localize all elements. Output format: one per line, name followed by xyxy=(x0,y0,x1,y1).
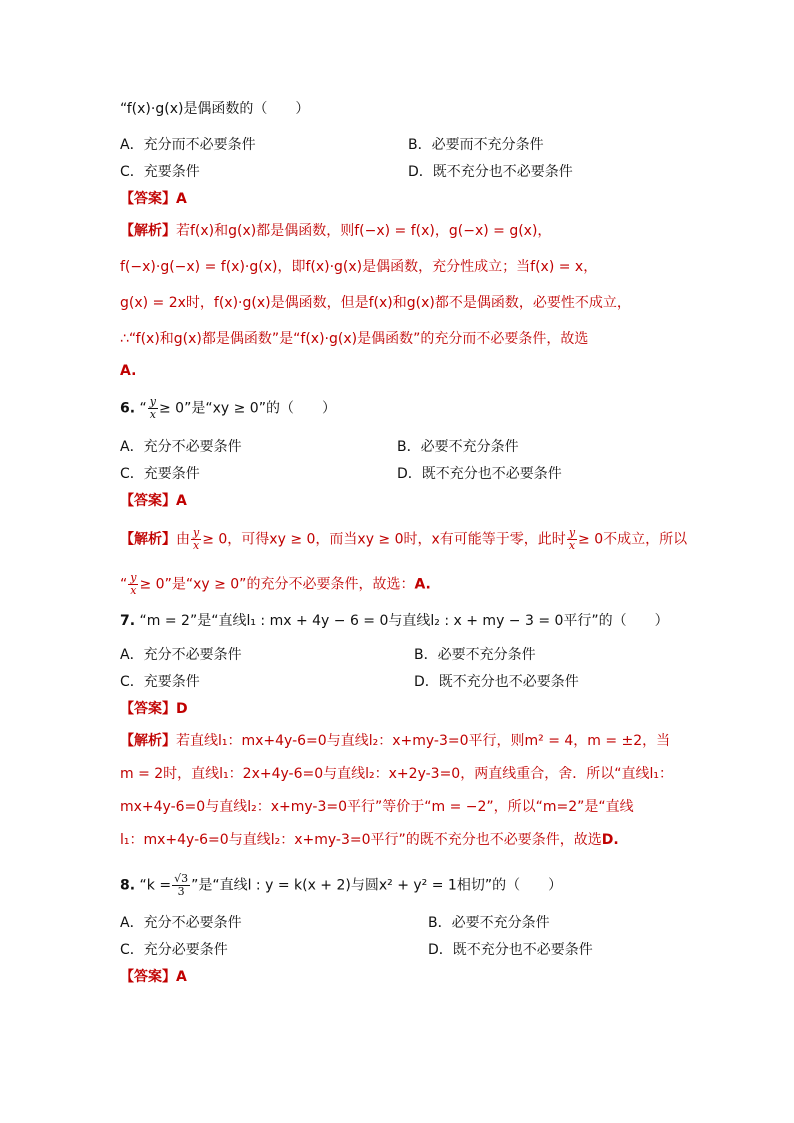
q7-option-c: C．充要条件 xyxy=(120,674,200,690)
q5-answer xyxy=(120,189,734,209)
fraction-denominator: x xyxy=(130,584,137,597)
answer-label: 【答案】 xyxy=(120,493,176,509)
q5-stem: “f(x)·g(x)是偶函数的（ ） xyxy=(120,101,310,117)
stem-text: “m = 2”是“直线l₁ : mx + 4y − 6 = 0与直线l₂ : x + my − 3 = 0平行”的（ ） xyxy=(139,613,669,629)
q6-answer xyxy=(120,491,734,511)
question-number: 7. xyxy=(120,613,136,629)
q5-analysis-line: g(x) = 2x时，f(x)·g(x)是偶函数，但是f(x)和g(x)都不是偶函数，必要性不成立， xyxy=(120,295,631,311)
q8-option-d: D．既不充分也不必要条件 xyxy=(428,942,593,958)
q7-option-d: D．既不充分也不必要条件 xyxy=(414,674,579,690)
q7-analysis-line xyxy=(120,731,734,751)
q6-stem xyxy=(120,396,734,421)
q7-option-b: B．必要不充分条件 xyxy=(414,647,536,663)
q5-option-d: D．既不充分也不必要条件 xyxy=(408,164,573,180)
fraction-numerator: √3 xyxy=(174,872,189,885)
fraction-denominator: x xyxy=(149,408,156,421)
stem-text: “k = xyxy=(139,877,172,894)
fraction xyxy=(172,873,190,898)
q7-analysis-line: m = 2时，直线l₁：2x+4y-6=0与直线l₂：x+2y-3=0，两直线重合，舍．所以“直线l₁： xyxy=(120,766,673,782)
stem-text: “ xyxy=(139,400,147,417)
q5-option-a: A．充分而不必要条件 xyxy=(120,137,256,153)
q7-stem xyxy=(120,611,734,631)
q5-analysis-line xyxy=(120,221,734,241)
q6-option-d: D．既不充分也不必要条件 xyxy=(397,466,562,482)
answer-value: D xyxy=(176,701,188,717)
q5-option-b: B．必要而不充分条件 xyxy=(408,137,544,153)
stem-text: ”是“直线l : y = k(x + 2)与圆x² + y² = 1相切”的（ ） xyxy=(191,877,563,894)
fraction-numerator: y xyxy=(130,571,137,584)
q6-analysis-line xyxy=(120,527,734,552)
answer-label: 【答案】 xyxy=(120,969,176,985)
fraction xyxy=(191,527,201,552)
q6-analysis-line xyxy=(120,572,734,597)
q5-analysis-line: A. xyxy=(120,363,137,379)
answer-label: 【答案】 xyxy=(120,191,176,207)
q5-analysis-line: ∴“f(x)和g(x)都是偶函数”是“f(x)·g(x)是偶函数”的充分而不必要条件，故选 xyxy=(120,331,589,347)
q5-analysis-line: f(−x)·g(−x) = f(x)·g(x)，即f(x)·g(x)是偶函数，充分性成立；当f(x) = x， xyxy=(120,259,598,275)
fraction xyxy=(567,527,577,552)
question-number: 8. xyxy=(120,877,136,894)
fraction-numerator: y xyxy=(193,526,200,539)
analysis-choice: D. xyxy=(601,832,619,848)
q8-answer xyxy=(120,967,734,987)
question-number: 6. xyxy=(120,400,136,417)
q5-option-c: C．充要条件 xyxy=(120,164,200,180)
analysis-label: 【解析】 xyxy=(120,223,176,239)
q6-option-a: A．充分不必要条件 xyxy=(120,439,242,455)
q7-analysis-line xyxy=(120,830,734,850)
q7-option-a: A．充分不必要条件 xyxy=(120,647,242,663)
answer-value: A xyxy=(176,493,187,509)
q8-option-c: C．充分必要条件 xyxy=(120,942,228,958)
fraction-numerator: y xyxy=(149,395,156,408)
q7-answer xyxy=(120,699,734,719)
analysis-text: “ xyxy=(120,576,128,593)
fraction xyxy=(148,396,158,421)
fraction-denominator: x xyxy=(193,539,200,552)
analysis-choice: A. xyxy=(414,576,431,593)
fraction-denominator: x xyxy=(568,539,576,552)
analysis-text: 若f(x)和g(x)都是偶函数，则f(−x) = f(x)，g(−x) = g(x)， xyxy=(176,223,552,239)
q6-option-c: C．充要条件 xyxy=(120,466,200,482)
analysis-label: 【解析】 xyxy=(120,531,176,548)
answer-label: 【答案】 xyxy=(120,701,176,717)
analysis-text: ≥ 0”是“xy ≥ 0”的充分不必要条件，故选： xyxy=(139,576,415,593)
answer-value: A xyxy=(176,969,187,985)
analysis-text: 若直线l₁：mx+4y-6=0与直线l₂：x+my-3=0平行，则m² = 4，m = ±2，当 xyxy=(176,733,671,749)
q8-option-b: B．必要不充分条件 xyxy=(428,915,550,931)
fraction-denominator: 3 xyxy=(177,885,185,898)
analysis-label: 【解析】 xyxy=(120,733,176,749)
analysis-text: ≥ 0不成立，所以 xyxy=(578,531,688,548)
q6-option-b: B．必要不充分条件 xyxy=(397,439,519,455)
analysis-text: ≥ 0，可得xy ≥ 0，而当xy ≥ 0时，x有可能等于零，此时 xyxy=(202,531,566,548)
analysis-text: l₁：mx+4y-6=0与直线l₂：x+my-3=0平行”的既不充分也不必要条件，故选 xyxy=(120,832,602,848)
fraction xyxy=(128,572,138,597)
q8-stem xyxy=(120,873,734,898)
answer-value: A xyxy=(176,191,187,207)
q7-analysis-line: mx+4y-6=0与直线l₂：x+my-3=0平行”等价于“m = −2”，所以“m=2”是“直线 xyxy=(120,799,634,815)
analysis-text: 由 xyxy=(176,531,190,548)
stem-text: ≥ 0”是“xy ≥ 0”的（ ） xyxy=(159,400,336,417)
q8-option-a: A．充分不必要条件 xyxy=(120,915,242,931)
fraction-numerator: y xyxy=(568,526,576,539)
